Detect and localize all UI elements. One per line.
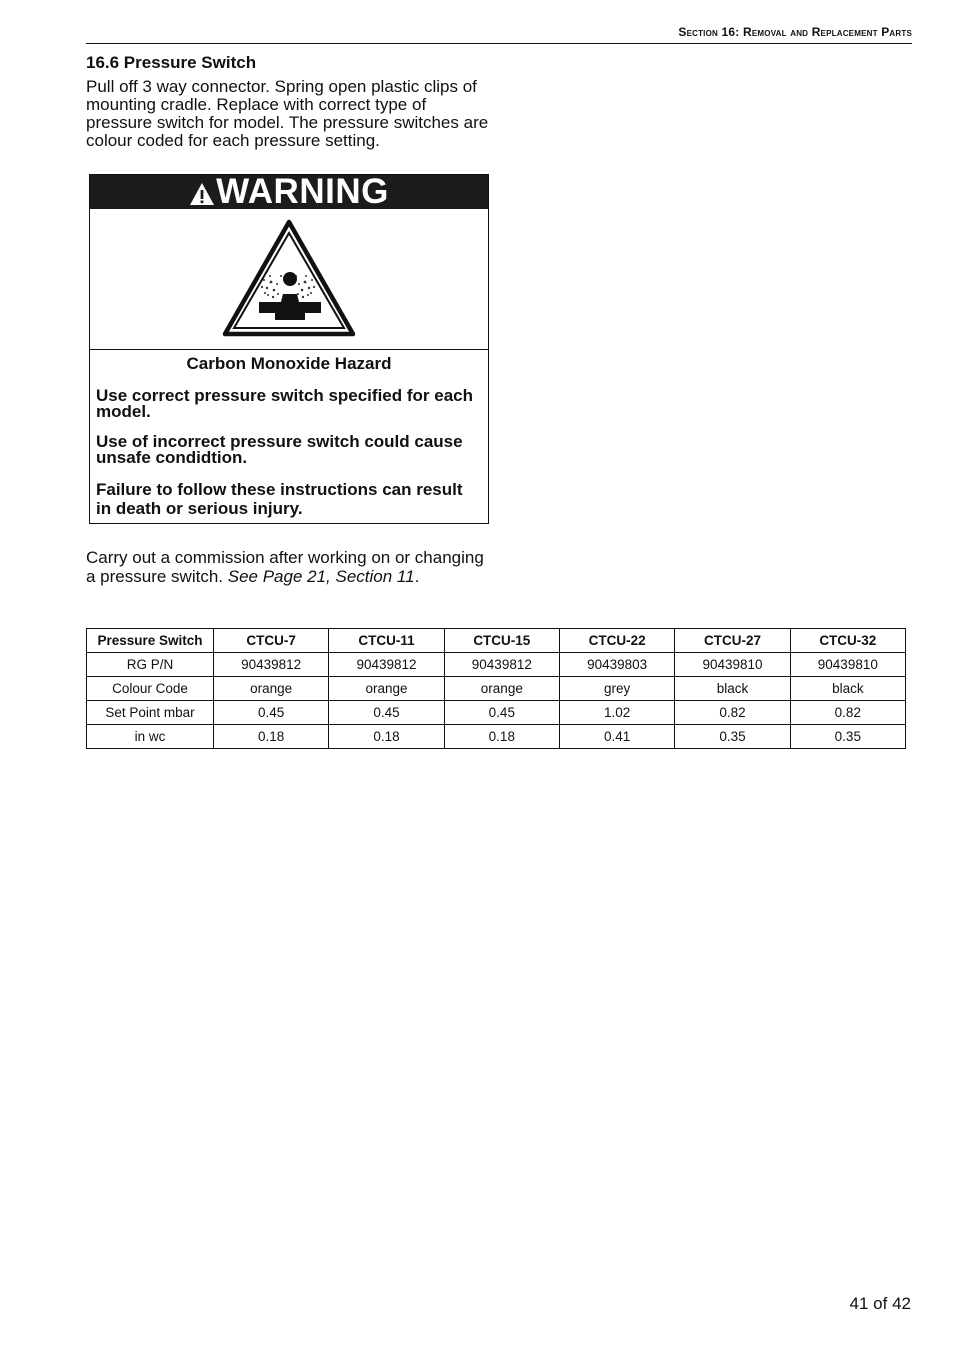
table-cell: 0.41	[559, 725, 674, 749]
table-cell: 90439810	[790, 653, 905, 677]
page-number: 41 of 42	[849, 1294, 911, 1313]
table-cell: black	[675, 677, 790, 701]
commission-paragraph	[86, 548, 494, 586]
table-cell: 1.02	[559, 701, 674, 725]
intro-paragraph: Pull off 3 way connector. Spring open plastic clips of mounting cradle. Replace with correct type of pressure switch for model. The pressure switches are colour coded for each pressure setting.	[86, 77, 489, 150]
running-header	[86, 25, 912, 44]
table-header-cell: CTCU-22	[559, 629, 674, 653]
commission-reference: See Page 21, Section 11	[227, 567, 415, 586]
table-header-cell: CTCU-7	[214, 629, 329, 653]
table-cell: orange	[329, 677, 444, 701]
table-cell: 0.18	[329, 725, 444, 749]
table-cell: 0.45	[214, 701, 329, 725]
table-cell: 0.82	[675, 701, 790, 725]
commission-end: .	[414, 567, 420, 586]
table-cell: 0.82	[790, 701, 905, 725]
table-header-cell: CTCU-11	[329, 629, 444, 653]
warning-banner	[90, 172, 488, 211]
table-cell: 0.45	[444, 701, 559, 725]
table-header-cell: Pressure Switch	[87, 629, 214, 653]
table-cell: black	[790, 677, 905, 701]
header-section-label: Section 16:	[678, 25, 743, 39]
warning-message: Use correct pressure switch specified for each model.	[96, 386, 473, 421]
commission-text: Carry out a commission after working on or changing a pressure switch.	[86, 548, 484, 586]
table-cell: 90439812	[329, 653, 444, 677]
table-row	[87, 701, 906, 725]
warning-banner-label: WARNING	[216, 172, 389, 211]
warning-message: Use of incorrect pressure switch could cause unsafe condidtion.	[96, 432, 463, 467]
table-header-cell: CTCU-27	[675, 629, 790, 653]
table-cell: 90439812	[444, 653, 559, 677]
table-row	[87, 653, 906, 677]
table-cell: Colour Code	[87, 677, 214, 701]
warning-text	[90, 350, 488, 518]
warning-message: Failure to follow these instructions can result in death or serious injury.	[96, 480, 463, 518]
table-cell: orange	[444, 677, 559, 701]
table-cell: in wc	[87, 725, 214, 749]
table-cell: 0.35	[675, 725, 790, 749]
table-cell: RG P/N	[87, 653, 214, 677]
table-header-cell: CTCU-15	[444, 629, 559, 653]
table-cell: 0.35	[790, 725, 905, 749]
table-row	[87, 725, 906, 749]
hazard-title: Carbon Monoxide Hazard	[186, 354, 392, 373]
warning-box	[89, 174, 489, 524]
table-cell: grey	[559, 677, 674, 701]
section-title: 16.6 Pressure Switch	[86, 53, 257, 72]
table-header-row	[87, 629, 906, 653]
table-cell: 90439812	[214, 653, 329, 677]
table-header-cell: CTCU-32	[790, 629, 905, 653]
pictogram-area	[90, 209, 488, 350]
table-cell: 90439810	[675, 653, 790, 677]
table-cell: 0.45	[329, 701, 444, 725]
warning-triangle-icon	[189, 182, 215, 206]
toxic-gas-hazard-icon	[221, 218, 357, 340]
table-row	[87, 677, 906, 701]
table-cell: 90439803	[559, 653, 674, 677]
table-cell: orange	[214, 677, 329, 701]
table-cell: 0.18	[214, 725, 329, 749]
header-section-name: Removal and Replacement Parts	[743, 25, 912, 39]
pressure-switch-table	[86, 628, 906, 749]
table-cell: 0.18	[444, 725, 559, 749]
table-cell: Set Point mbar	[87, 701, 214, 725]
